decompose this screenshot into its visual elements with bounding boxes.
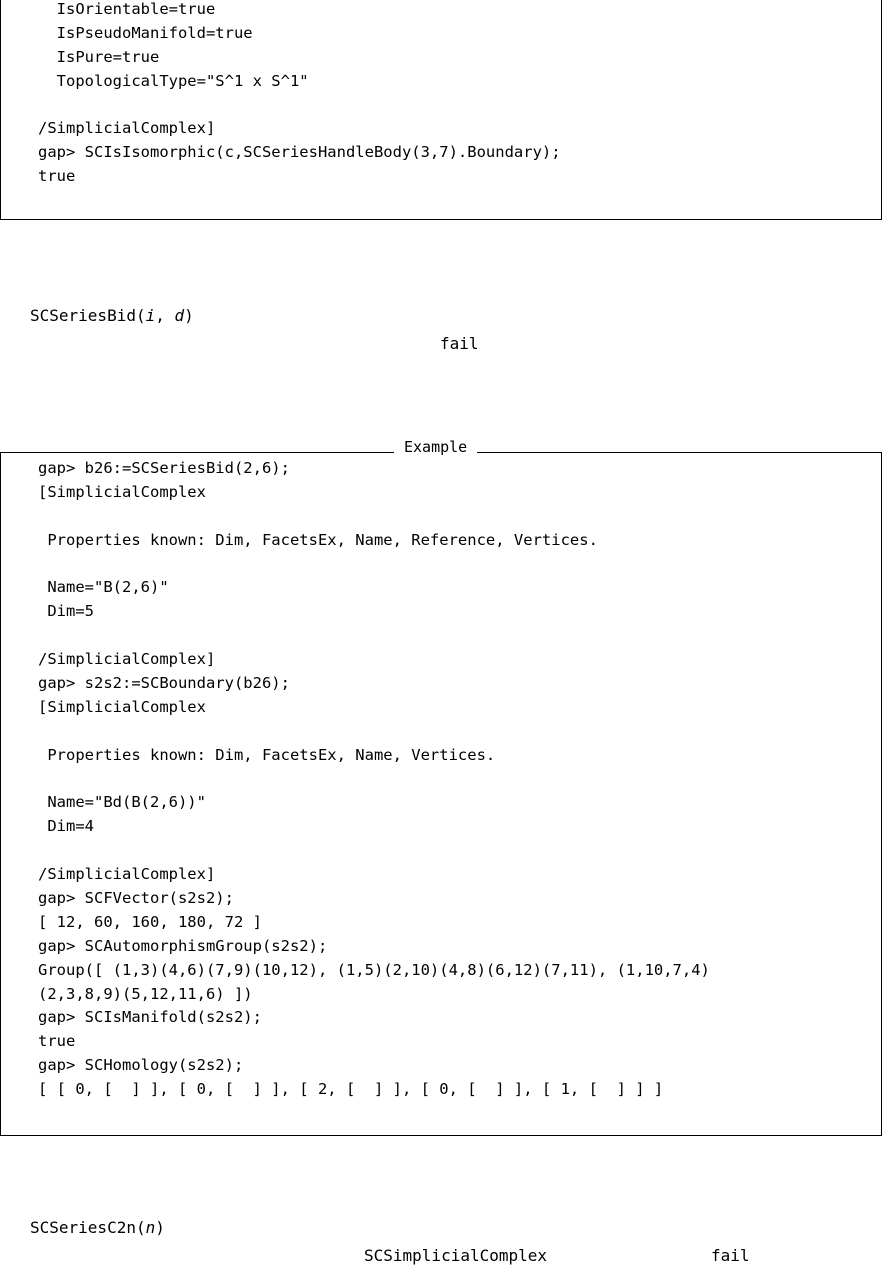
code-line: true [38, 1032, 76, 1051]
code-line: gap> SCHomology(s2s2); [38, 1056, 244, 1075]
code-line: gap> SCFVector(s2s2); [38, 889, 234, 908]
code-line: [SimplicialComplex [38, 697, 206, 716]
code-line: gap> SCIsManifold(s2s2); [38, 1008, 262, 1027]
example-caption: Example [394, 438, 477, 456]
code-line: gap> b26:=SCSeriesBid(2,6); [38, 459, 290, 477]
code-line: Dim=5 [38, 602, 94, 621]
function-signature-scseriesbid [30, 306, 194, 326]
code-line [38, 553, 710, 577]
return-value-fail: fail [440, 334, 479, 353]
code-line [38, 720, 710, 744]
argument-n: n [145, 1218, 156, 1237]
code-line: Properties known: Dim, FacetsEx, Name, Reference, Vertices. [38, 530, 598, 549]
code-line: [ [ 0, [ ] ], [ 0, [ ] ], [ 2, [ ] ], [ 0, [ ] ], [ 1, [ ] ] ] [38, 1080, 664, 1099]
code-line: [SimplicialComplex [38, 482, 206, 501]
code-line: gap> SCAutomorphismGroup(s2s2); [38, 936, 328, 955]
code-line: [ 12, 60, 160, 180, 72 ] [38, 912, 262, 931]
code-line: Name="Bd(B(2,6))" [38, 793, 206, 812]
code-line [38, 624, 710, 648]
function-signature-scseriesc2n [30, 1218, 165, 1238]
code-line: true [38, 167, 76, 186]
code-line: Dim=4 [38, 817, 94, 836]
return-value-fail: fail [711, 1246, 750, 1265]
closing-paren: ) [155, 1218, 165, 1237]
code-listing-top [38, 0, 561, 189]
code-line: IsOrientable=true [38, 0, 216, 18]
function-name: SCSeriesBid( [30, 306, 146, 325]
code-line: IsPseudoManifold=true [38, 23, 253, 42]
code-line: Name="B(2,6)" [38, 578, 169, 597]
argument-separator: , [155, 306, 175, 325]
code-line [38, 94, 561, 118]
code-line: /SimplicialComplex] [38, 865, 216, 884]
code-listing-example [38, 457, 710, 1102]
code-line: /SimplicialComplex] [38, 650, 216, 669]
code-line: gap> s2s2:=SCBoundary(b26); [38, 674, 290, 693]
code-line [38, 839, 710, 863]
closing-paren: ) [184, 306, 194, 325]
code-line: IsPure=true [38, 47, 160, 66]
return-type-scsimplicialcomplex: SCSimplicialComplex [364, 1246, 548, 1265]
code-line: (2,3,8,9)(5,12,11,6) ]) [38, 984, 253, 1003]
function-name: SCSeriesC2n( [30, 1218, 146, 1237]
argument-i: i [145, 306, 156, 325]
code-line: Properties known: Dim, FacetsEx, Name, Vertices. [38, 745, 496, 764]
code-line: /SimplicialComplex] [38, 119, 216, 138]
argument-d: d [174, 306, 185, 325]
code-line: gap> SCIsIsomorphic(c,SCSeriesHandleBody(3,7).Boundary); [38, 143, 561, 162]
code-line [38, 505, 710, 529]
code-line: TopologicalType="S^1 x S^1" [38, 71, 309, 90]
code-line [38, 768, 710, 792]
code-line: Group([ (1,3)(4,6)(7,9)(10,12), (1,5)(2,10)(4,8)(6,12)(7,11), (1,10,7,4) [38, 960, 710, 979]
